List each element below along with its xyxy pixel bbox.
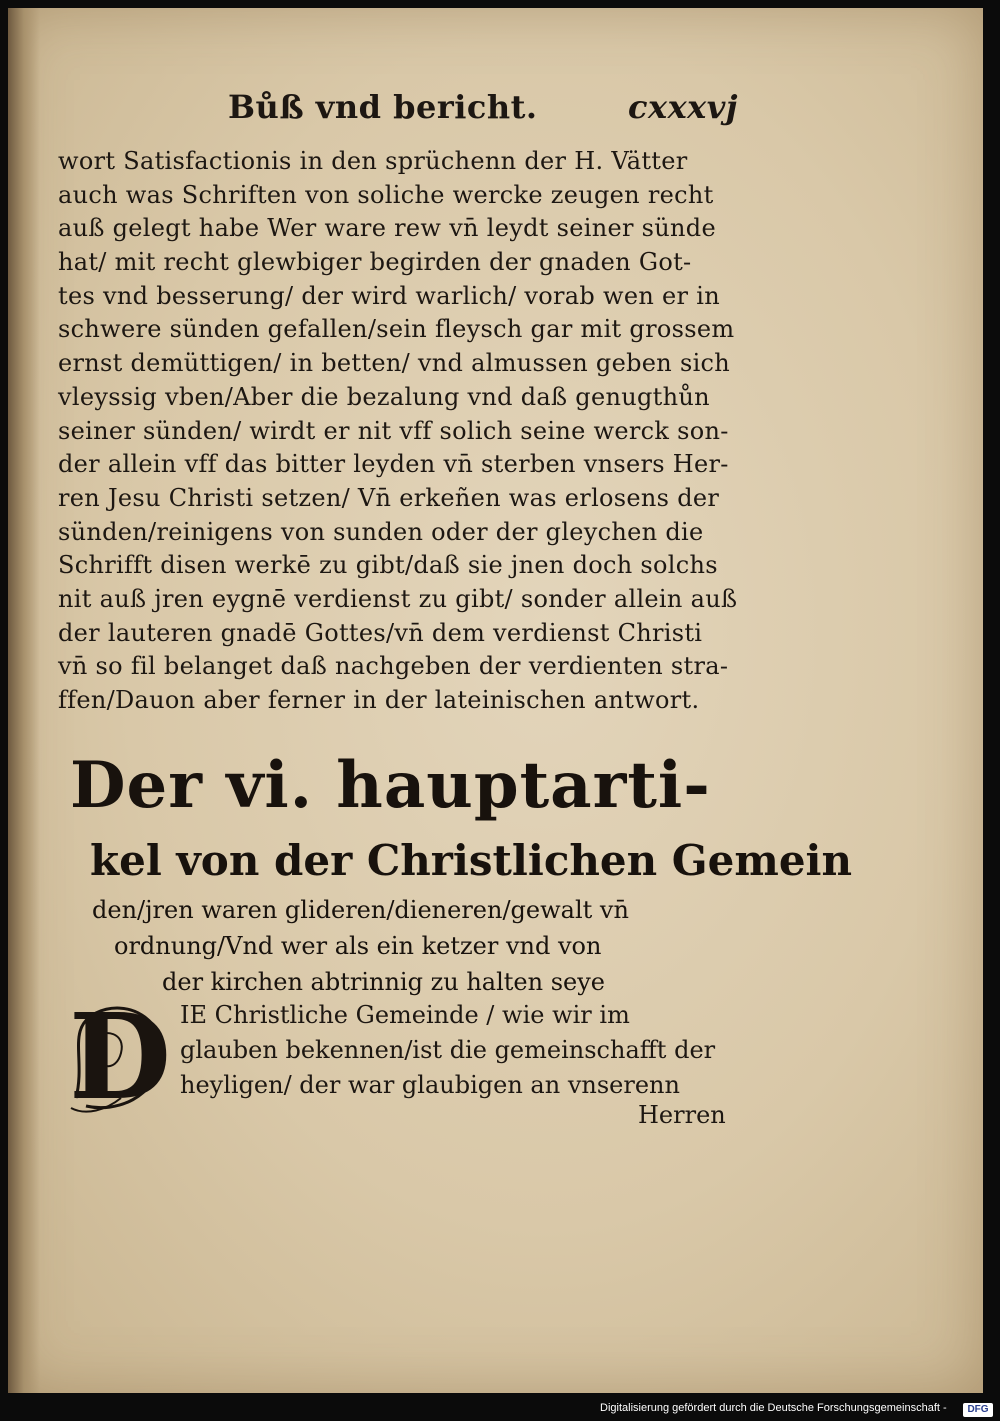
text-line: hat/ mit recht glewbiger begirden der gnaden Got- xyxy=(58,248,692,277)
running-header xyxy=(228,88,768,136)
heading-line-1: Der vi. hauptarti- xyxy=(70,748,711,823)
running-title: Bůß vnd bericht. xyxy=(228,88,538,126)
text-line: ernst demüttigen/ in betten/ vnd almussen geben sich xyxy=(58,349,731,378)
text-line: ffen/Dauon aber ferner in der lateinischen antwort. xyxy=(58,686,700,714)
text-line: tes vnd besserung/ der wird warlich/ vorab wen er in xyxy=(58,281,720,310)
body-paragraph xyxy=(58,145,748,718)
text-line: der lauteren gnadē Gottes/vn̄ dem verdienst Christi xyxy=(58,618,703,647)
text-line: Schrifft disen werkē zu gibt/daß sie jnen doch solchs xyxy=(58,551,718,580)
digitization-credit: Digitalisierung gefördert durch die Deutsche Forschungsgemeinschaft - xyxy=(600,1402,947,1414)
catchword: Herren xyxy=(638,1101,726,1129)
decorated-initial xyxy=(66,987,174,1126)
page-gutter xyxy=(8,8,40,1393)
text-line: vleyssig vben/Aber die bezalung vnd daß genugthůn xyxy=(58,382,710,411)
text-line: wort Satisfactionis in den sprüchenn der H. Vätter xyxy=(58,147,688,175)
initial-letter: D xyxy=(68,987,172,1126)
text-line: sünden/reinigens von sunden oder der gleychen die xyxy=(58,517,704,546)
heading-line-3: den/jren waren glideren/dieneren/gewalt vn̄ xyxy=(92,896,629,924)
text-line: IE Christliche Gemeinde / wie wir im xyxy=(180,1001,630,1029)
text-line: seiner sünden/ wirdt er nit vff solich seine werck son- xyxy=(58,416,729,445)
heading-line-5: der kirchen abtrinnig zu halten seye xyxy=(162,968,605,996)
text-line: auch was Schriften von soliche wercke zeugen recht xyxy=(58,180,714,209)
dfg-logo: DFG xyxy=(963,1403,993,1417)
heading-line-4: ordnung/Vnd wer als ein ketzer vnd von xyxy=(114,932,602,960)
second-paragraph xyxy=(180,998,740,1103)
heading-line-2: kel von der Christlichen Gemein xyxy=(90,836,853,885)
book-page xyxy=(8,8,983,1393)
text-line: vn̄ so fil belanget daß nachgeben der verdienten stra- xyxy=(58,652,729,681)
folio-number: cxxxvj xyxy=(628,88,738,126)
text-line: schwere sünden gefallen/sein fleysch gar mit grossem xyxy=(58,315,735,344)
text-line: nit auß jren eygnē verdienst zu gibt/ sonder allein auß xyxy=(58,584,738,613)
text-line: auß gelegt habe Wer ware rew vn̄ leydt seiner sünde xyxy=(58,214,716,243)
text-line: ren Jesu Christi setzen/ Vn̄ erkeñen was erlosens der xyxy=(58,483,720,512)
text-line: glauben bekennen/ist die gemeinschafft der xyxy=(180,1036,716,1064)
text-line: der allein vff das bitter leyden vn̄ sterben vnsers Her- xyxy=(58,450,729,479)
text-line: heyligen/ der war glaubigen an vnserenn xyxy=(180,1071,680,1099)
